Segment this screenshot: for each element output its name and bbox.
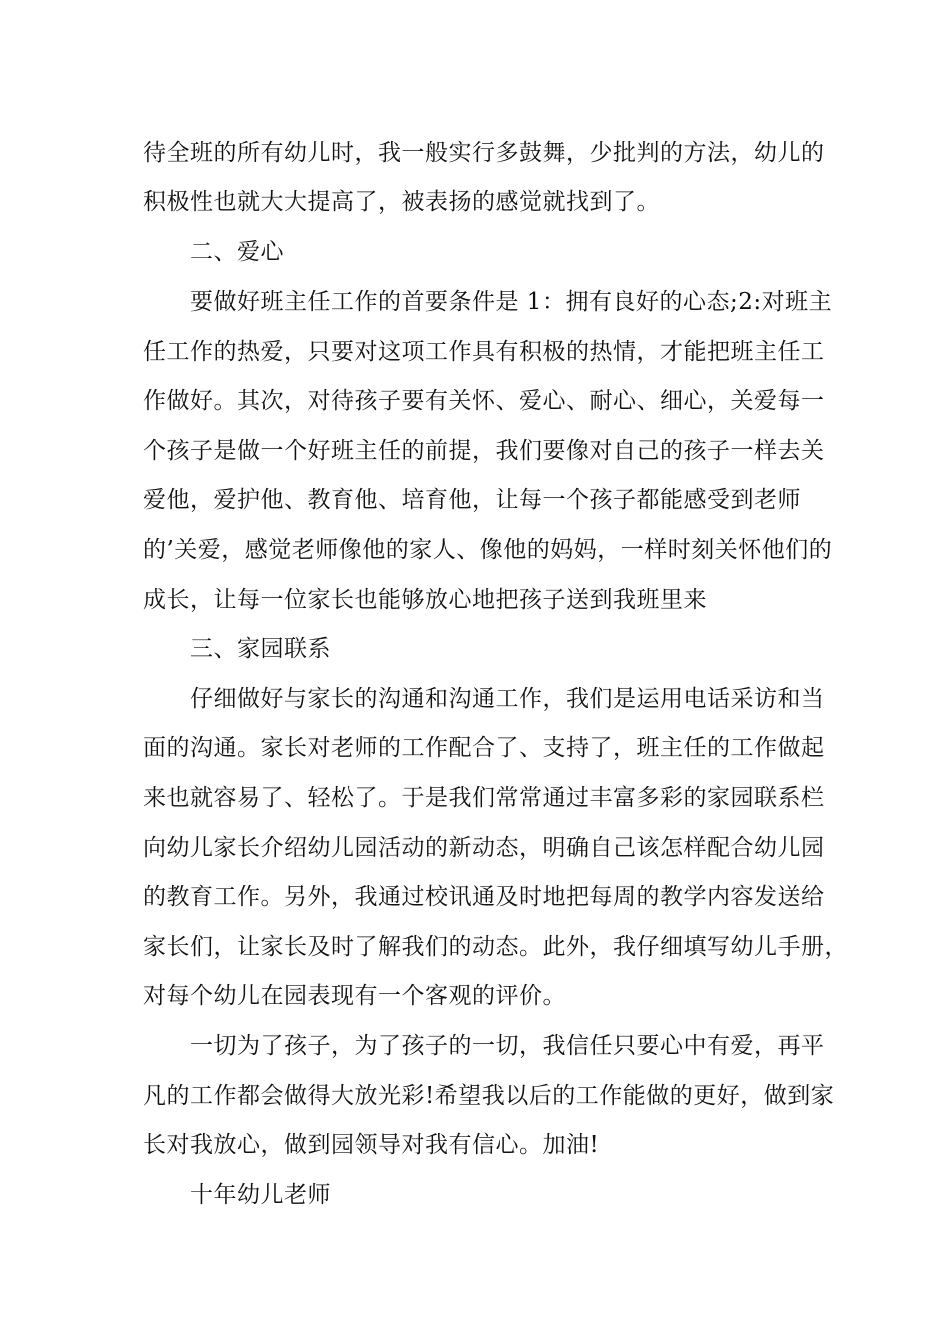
text-line: 任工作的热爱，只要对这项工作具有积极的热情，才能把班主任工 <box>143 339 825 365</box>
text-line: 待全班的所有幼儿时，我一般实行多鼓舞，少批判的方法，幼儿的 <box>143 140 825 166</box>
section-heading: 三、家园联系 <box>190 636 331 662</box>
text-line: 的教育工作。另外，我通过校讯通及时地把每周的教学内容发送给 <box>143 884 825 910</box>
text-line: 积极性也就大大提高了，被表扬的感觉就找到了。 <box>143 189 660 215</box>
text-line: 个孩子是做一个好班主任的前提，我们要像对自己的孩子一样去关 <box>143 438 825 464</box>
text-line: 长对我放心，做到园领导对我有信心。加油! <box>143 1132 600 1158</box>
text-line: 要做好班主任工作的首要条件是 1：拥有良好的心态;2:对班主 <box>190 289 833 315</box>
text-line: 爱他，爱护他、教育他、培育他，让每一个孩子都能感受到老师 <box>143 487 801 513</box>
text-line: 凡的工作都会做得大放光彩!希望我以后的工作能做的更好，做到家 <box>143 1083 835 1109</box>
text-line: 作做好。其次，对待孩子要有关怀、爱心、耐心、细心，关爱每一 <box>143 388 825 414</box>
section-heading: 二、爱心 <box>190 239 284 265</box>
text-line: 成长，让每一位家长也能够放心地把孩子送到我班里来 <box>143 587 707 613</box>
text-line: 面的沟通。家长对老师的工作配合了、支持了，班主任的工作做起 <box>143 735 825 761</box>
text-line: 一切为了孩子，为了孩子的一切，我信任只要心中有爱，再平 <box>190 1033 825 1059</box>
text-line: 对每个幼儿在园表现有一个客观的评价。 <box>143 983 566 1009</box>
text-line: 向幼儿家长介绍幼儿园活动的新动态，明确自己该怎样配合幼儿园 <box>143 835 825 861</box>
text-line: 来也就容易了、轻松了。于是我们常常通过丰富多彩的家园联系栏 <box>143 785 825 811</box>
text-line: 仔细做好与家长的沟通和沟通工作，我们是运用电话采访和当 <box>190 686 825 712</box>
text-line: 的’关爱，感觉老师像他的家人、像他的妈妈，一样时刻关怀他们的 <box>143 537 833 563</box>
text-line: 家长们，让家长及时了解我们的动态。此外，我仔细填写幼儿手册， <box>143 934 848 960</box>
section-heading: 十年幼儿老师 <box>190 1182 331 1208</box>
